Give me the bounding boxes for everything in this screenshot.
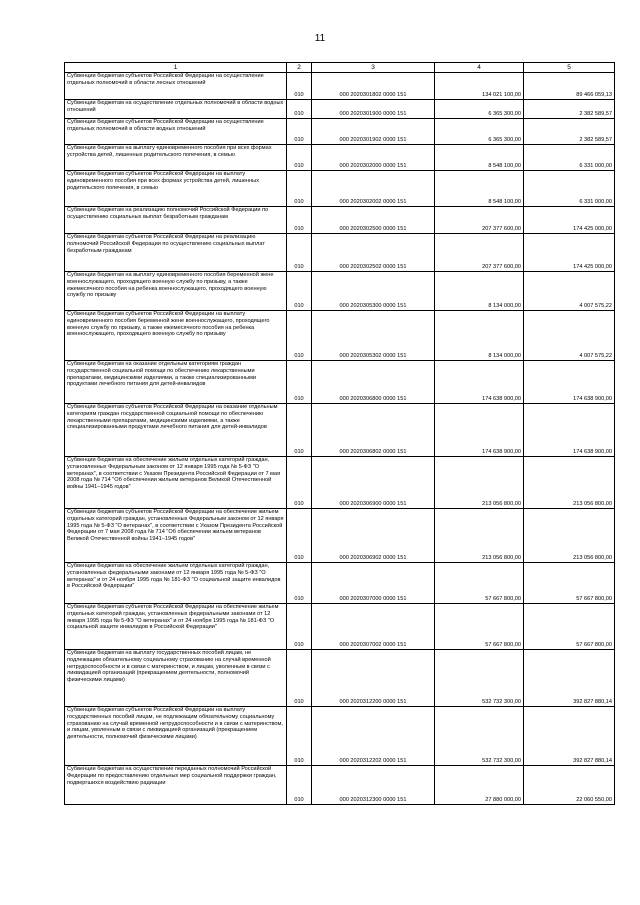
budget-code-cell: 000 2020306900 0000 151 (312, 457, 435, 509)
budget-code-cell: 000 2020301902 0000 151 (312, 119, 435, 145)
budget-code-cell: 000 2020312300 0000 151 (312, 766, 435, 805)
table-row (65, 73, 615, 100)
column-header: 5 (524, 63, 615, 73)
approved-amount-cell: 207 377 600,00 (435, 234, 524, 272)
line-code-cell: 010 (287, 100, 312, 119)
approved-amount-cell: 8 548 100,00 (435, 171, 524, 207)
executed-amount-cell: 213 056 800,00 (524, 457, 615, 509)
line-code-cell: 010 (287, 707, 312, 766)
table-row (65, 766, 615, 805)
executed-amount-cell: 174 425 000,00 (524, 234, 615, 272)
table-row (65, 650, 615, 707)
item-name-cell: Субвенции бюджетам субъектов Российской Федерации на реализацию полномочий Российской Федерации по осуществлению социальных выплат безработным гражданам (65, 234, 287, 272)
table-row (65, 707, 615, 766)
executed-amount-cell: 4 007 575,22 (524, 272, 615, 311)
budget-code-cell: 000 2020302502 0000 151 (312, 234, 435, 272)
executed-amount-cell: 2 382 589,57 (524, 119, 615, 145)
line-code-cell: 010 (287, 361, 312, 404)
column-header: 4 (435, 63, 524, 73)
executed-amount-cell: 6 331 000,00 (524, 145, 615, 171)
executed-amount-cell: 57 667 800,00 (524, 604, 615, 650)
table-row (65, 457, 615, 509)
line-code-cell: 010 (287, 563, 312, 604)
approved-amount-cell: 174 638 900,00 (435, 361, 524, 404)
budget-code-cell: 000 2020307002 0000 151 (312, 604, 435, 650)
item-name-cell: Субвенции бюджетам субъектов Российской Федерации на выплату единовременного пособия беременной жене военнослужащего, проходящего военную службу по призыву, а также ежемесячного пособия на ребенка военнослужащего, проходящего военную службу по призыву (65, 311, 287, 361)
table-row (65, 272, 615, 311)
line-code-cell: 010 (287, 73, 312, 100)
item-name-cell: Субвенции бюджетам субъектов Российской Федерации на осуществление отдельных полномочий в области водных отношений (65, 119, 287, 145)
item-name-cell: Субвенции бюджетам на выплату государственных пособий лицам, не подлежащим обязательному социальному страхованию на случай временной нетрудоспособности и в связи с материнством, и лицам, уволенным в связи с ликвидацией организаций (прекращением деятельности, полномочий физическими лицами) (65, 650, 287, 707)
line-code-cell: 010 (287, 404, 312, 457)
approved-amount-cell: 6 365 300,00 (435, 100, 524, 119)
table-row (65, 119, 615, 145)
budget-code-cell: 000 2020302500 0000 151 (312, 207, 435, 234)
approved-amount-cell: 213 056 800,00 (435, 509, 524, 563)
item-name-cell: Субвенции бюджетам на оказание отдельным категориям граждан государственной социальной помощи по обеспечению лекарственными препаратами, медицинскими изделиями, а также специализированными продуктами лечебного питания для детей-инвалидов (65, 361, 287, 404)
line-code-cell: 010 (287, 207, 312, 234)
item-name-cell: Субвенции бюджетам субъектов Российской Федерации на обеспечение жильем отдельных категорий граждан, установленных Федеральным законом от 12 января 1995 года № 5-ФЗ "О ветеранах", в соответствии с Указом Президента Российской Федерации от 7 мая 2008 года № 714 "Об обеспечении жильем ветеранов Великой Отечественной войны 1941–1945 годов" (65, 509, 287, 563)
budget-code-cell: 000 2020307000 0000 151 (312, 563, 435, 604)
item-name-cell: Субвенции бюджетам субъектов Российской Федерации на выплату единовременного пособия при всех формах устройства детей, лишенных родительского попечения, в семью (65, 171, 287, 207)
executed-amount-cell: 392 827 880,14 (524, 650, 615, 707)
executed-amount-cell: 4 007 575,22 (524, 311, 615, 361)
table-row (65, 145, 615, 171)
table-body (65, 73, 615, 805)
executed-amount-cell: 213 056 800,00 (524, 509, 615, 563)
approved-amount-cell: 8 134 000,00 (435, 272, 524, 311)
column-header: 1 (65, 63, 287, 73)
executed-amount-cell: 6 331 000,00 (524, 171, 615, 207)
line-code-cell: 010 (287, 509, 312, 563)
budget-code-cell: 000 2020305300 0000 151 (312, 272, 435, 311)
approved-amount-cell: 174 638 900,00 (435, 404, 524, 457)
line-code-cell: 010 (287, 171, 312, 207)
item-name-cell: Субвенции бюджетам субъектов Российской Федерации на выплату государственных пособий лицам, не подлежащим обязательному социальному страхованию на случай временной нетрудоспособности и в связи с материнством, и лицам, уволенным в связи с ликвидацией организаций (прекращением деятельности, полномочий физическими лицами) (65, 707, 287, 766)
executed-amount-cell: 2 382 589,57 (524, 100, 615, 119)
item-name-cell: Субвенции бюджетам на выплату единовременного пособия при всех формах устройства детей, лишенных родительского попечения, в семью (65, 145, 287, 171)
budget-code-cell: 000 2020302000 0000 151 (312, 145, 435, 171)
budget-code-cell: 000 2020305302 0000 151 (312, 311, 435, 361)
approved-amount-cell: 213 056 800,00 (435, 457, 524, 509)
table-row (65, 604, 615, 650)
column-header: 3 (312, 63, 435, 73)
item-name-cell: Субвенции бюджетам на обеспечение жильем отдельных категорий граждан, установленных федеральными законами от 12 января 1995 года № 5-ФЗ "О ветеранах" и от 24 ноября 1995 года № 181-ФЗ "О социальной защите инвалидов в Российской Федерации" (65, 563, 287, 604)
executed-amount-cell: 22 060 550,00 (524, 766, 615, 805)
table-row (65, 171, 615, 207)
budget-table (64, 62, 615, 805)
item-name-cell: Субвенции бюджетам на обеспечение жильем отдельных категорий граждан, установленных Федеральным законом от 12 января 1995 года № 5-ФЗ "О ветеранах", в соответствии с Указом Президента Российской Федерации от 7 мая 2008 года № 714 "Об обеспечении жильем ветеранов Великой Отечественной войны 1941–1945 годов" (65, 457, 287, 509)
approved-amount-cell: 532 732 300,00 (435, 650, 524, 707)
line-code-cell: 010 (287, 604, 312, 650)
table-row (65, 404, 615, 457)
line-code-cell: 010 (287, 234, 312, 272)
budget-code-cell: 000 2020301900 0000 151 (312, 100, 435, 119)
budget-code-cell: 000 2020306802 0000 151 (312, 404, 435, 457)
table-row (65, 234, 615, 272)
line-code-cell: 010 (287, 119, 312, 145)
item-name-cell: Субвенции бюджетам на реализацию полномочий Российской Федерации по осуществлению социальных выплат безработным гражданам (65, 207, 287, 234)
table-row (65, 361, 615, 404)
table-row (65, 311, 615, 361)
approved-amount-cell: 532 732 300,00 (435, 707, 524, 766)
line-code-cell: 010 (287, 766, 312, 805)
budget-code-cell: 000 2020312200 0000 151 (312, 650, 435, 707)
line-code-cell: 010 (287, 457, 312, 509)
budget-code-cell: 000 2020306902 0000 151 (312, 509, 435, 563)
approved-amount-cell: 207 377 600,00 (435, 207, 524, 234)
executed-amount-cell: 57 667 800,00 (524, 563, 615, 604)
column-header: 2 (287, 63, 312, 73)
approved-amount-cell: 6 365 300,00 (435, 119, 524, 145)
table-row (65, 563, 615, 604)
item-name-cell: Субвенции бюджетам субъектов Российской Федерации на оказание отдельным категориям граждан государственной социальной помощи по обеспечению лекарственными препаратами, медицинскими изделиями, а также специализированными продуктами лечебного питания для детей-инвалидов (65, 404, 287, 457)
item-name-cell: Субвенции бюджетам на осуществление переданных полномочий Российской Федерации по предоставлению отдельных мер социальной поддержки граждан, подвергшихся воздействию радиации (65, 766, 287, 805)
table-header-row (65, 63, 615, 73)
line-code-cell: 010 (287, 650, 312, 707)
table-row (65, 100, 615, 119)
item-name-cell: Субвенции бюджетам субъектов Российской Федерации на обеспечение жильем отдельных категорий граждан, установленных федеральными законами от 12 января 1995 года № 5-ФЗ "О ветеранах" и от 24 ноября 1995 года № 181-ФЗ "О социальной защите инвалидов в Российской Федерации" (65, 604, 287, 650)
line-code-cell: 010 (287, 145, 312, 171)
executed-amount-cell: 174 638 900,00 (524, 361, 615, 404)
item-name-cell: Субвенции бюджетам на осуществление отдельных полномочий в области водных отношений (65, 100, 287, 119)
line-code-cell: 010 (287, 272, 312, 311)
executed-amount-cell: 174 638 900,00 (524, 404, 615, 457)
approved-amount-cell: 134 021 100,00 (435, 73, 524, 100)
executed-amount-cell: 89 466 059,13 (524, 73, 615, 100)
table-row (65, 509, 615, 563)
executed-amount-cell: 392 827 880,14 (524, 707, 615, 766)
approved-amount-cell: 27 880 000,00 (435, 766, 524, 805)
table-row (65, 207, 615, 234)
approved-amount-cell: 57 667 800,00 (435, 604, 524, 650)
budget-code-cell: 000 2020306800 0000 151 (312, 361, 435, 404)
executed-amount-cell: 174 425 000,00 (524, 207, 615, 234)
approved-amount-cell: 57 667 800,00 (435, 563, 524, 604)
line-code-cell: 010 (287, 311, 312, 361)
approved-amount-cell: 8 548 100,00 (435, 145, 524, 171)
approved-amount-cell: 8 134 000,00 (435, 311, 524, 361)
page-number: 11 (314, 33, 326, 44)
budget-code-cell: 000 2020302002 0000 151 (312, 171, 435, 207)
budget-code-cell: 000 2020301802 0000 151 (312, 73, 435, 100)
item-name-cell: Субвенции бюджетам на выплату единовременного пособия беременной жене военнослужащего, проходящего военную службу по призыву, а также ежемесячного пособия на ребенка военнослужащего, проходящего военную службу по призыву (65, 272, 287, 311)
budget-code-cell: 000 2020312202 0000 151 (312, 707, 435, 766)
item-name-cell: Субвенции бюджетам субъектов Российской Федерации на осуществление отдельных полномочий в области лесных отношений (65, 73, 287, 100)
